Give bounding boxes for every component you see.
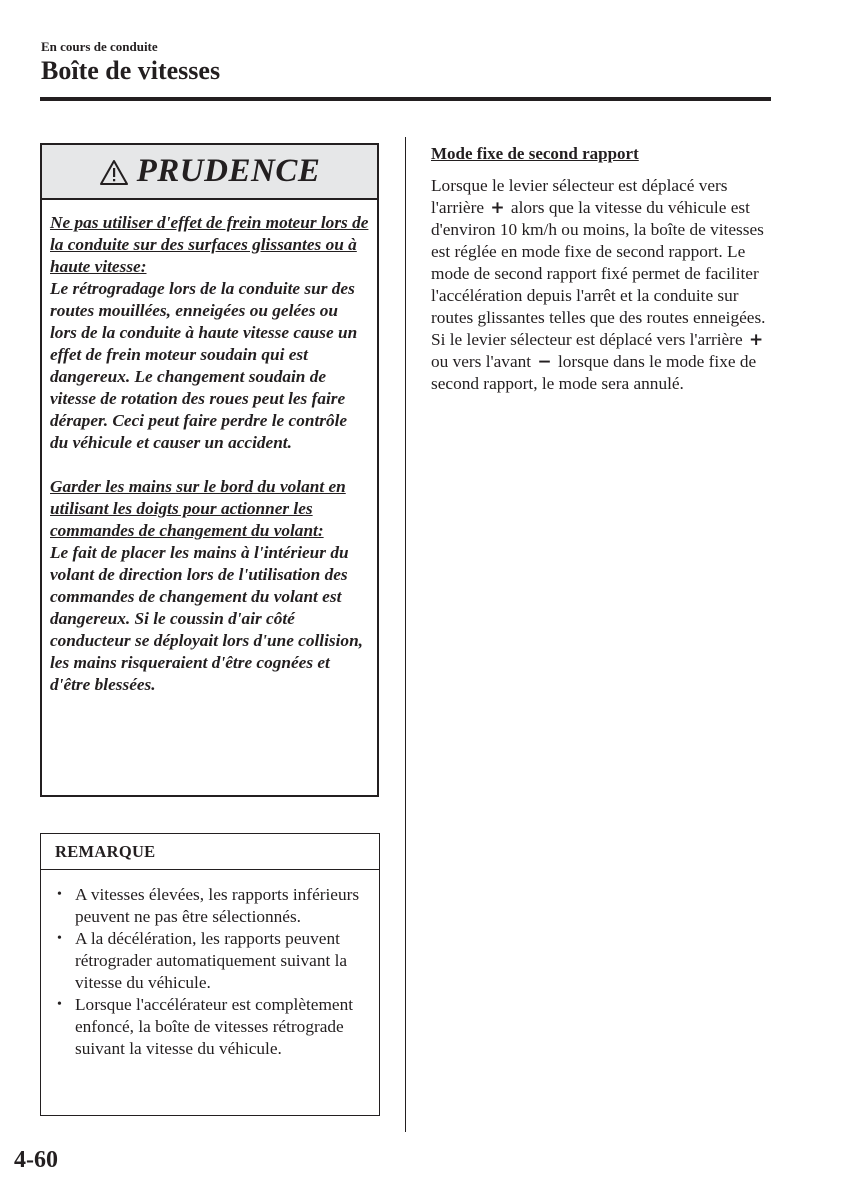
remark-title: REMARQUE bbox=[55, 841, 156, 861]
minus-sign-icon: − bbox=[537, 352, 552, 372]
remark-list bbox=[41, 870, 379, 1060]
caution-body bbox=[42, 200, 377, 696]
page-number: 4-60 bbox=[14, 1147, 58, 1173]
body-text: Si le levier sélecteur est déplacé vers l'arrière bbox=[431, 330, 743, 349]
body-text: ou vers l'avant bbox=[431, 352, 532, 371]
section-label: En cours de conduite bbox=[41, 39, 158, 54]
remark-box bbox=[40, 833, 380, 1116]
caution-heading: Ne pas utiliser d'effet de frein moteur lors de la conduite sur des surfaces glissantes ou à haute vitesse: bbox=[50, 213, 369, 276]
plus-sign-icon: + bbox=[490, 198, 505, 218]
right-column bbox=[431, 143, 776, 395]
caution-text: Le fait de placer les mains à l'intérieur du volant de direction lors de l'utilisation des commandes de changement du volant est dangereux. Si le coussin d'air côté conducteur se déployait lors d'une collision, les mains risqueraient d'être cognées et d'être blessées. bbox=[50, 543, 363, 694]
bullet-icon: • bbox=[57, 997, 62, 1012]
caution-header bbox=[42, 145, 377, 200]
remark-header bbox=[41, 834, 379, 870]
body-paragraph bbox=[431, 329, 776, 395]
remark-item-text: Lorsque l'accélérateur est complètement enfoncé, la boîte de vitesses rétrograde suivant la vitesse du véhicule. bbox=[75, 995, 354, 1058]
body-text: Lorsque le levier sélecteur est déplacé vers l'arrière bbox=[431, 176, 728, 217]
plus-sign-icon: + bbox=[748, 330, 764, 350]
subsection-title: Mode fixe de second rapport bbox=[431, 144, 639, 163]
list-item bbox=[57, 884, 375, 928]
body-paragraph bbox=[431, 175, 776, 329]
caution-paragraph bbox=[50, 212, 369, 454]
body-text: alors que la vitesse du véhicule est d'environ 10 km/h ou moins, la boîte de vitesses est réglée en mode fixe de second rapport. Le mode de second rapport fixé permet de faciliter l'accélération depuis l'arrêt et la conduite sur routes glissantes telles que des routes enneigées. bbox=[431, 198, 766, 327]
remark-item-text: A la décélération, les rapports peuvent rétrograder automatiquement suivant la vitesse du véhicule. bbox=[75, 929, 348, 992]
caution-text: Le rétrogradage lors de la conduite sur des routes mouillées, enneigées ou gelées ou lors de la conduite à haute vitesse cause un effet de frein moteur soudain qui est dangereux. Le changement soudain de vitesse de rotation des roues peut les faire déraper. Ceci peut faire perdre le contrôle du véhicule et causer un accident. bbox=[50, 279, 358, 452]
body-text: lorsque dans le mode fixe de second rapport, le mode sera annulé. bbox=[431, 352, 757, 393]
header-rule bbox=[40, 97, 771, 101]
remark-item-text: A vitesses élevées, les rapports inférieurs peuvent ne pas être sélectionnés. bbox=[75, 885, 360, 926]
bullet-icon: • bbox=[57, 887, 62, 902]
page-title: Boîte de vitesses bbox=[41, 56, 221, 85]
column-divider bbox=[405, 137, 406, 1132]
list-item bbox=[57, 928, 375, 994]
caution-title: PRUDENCE bbox=[136, 153, 321, 189]
list-item bbox=[57, 994, 375, 1060]
caution-box bbox=[40, 143, 379, 797]
warning-triangle-icon bbox=[99, 159, 129, 186]
caution-paragraph bbox=[50, 476, 369, 696]
bullet-icon: • bbox=[57, 931, 62, 946]
caution-heading: Garder les mains sur le bord du volant en utilisant les doigts pour actionner les commandes de changement du volant: bbox=[50, 477, 346, 540]
